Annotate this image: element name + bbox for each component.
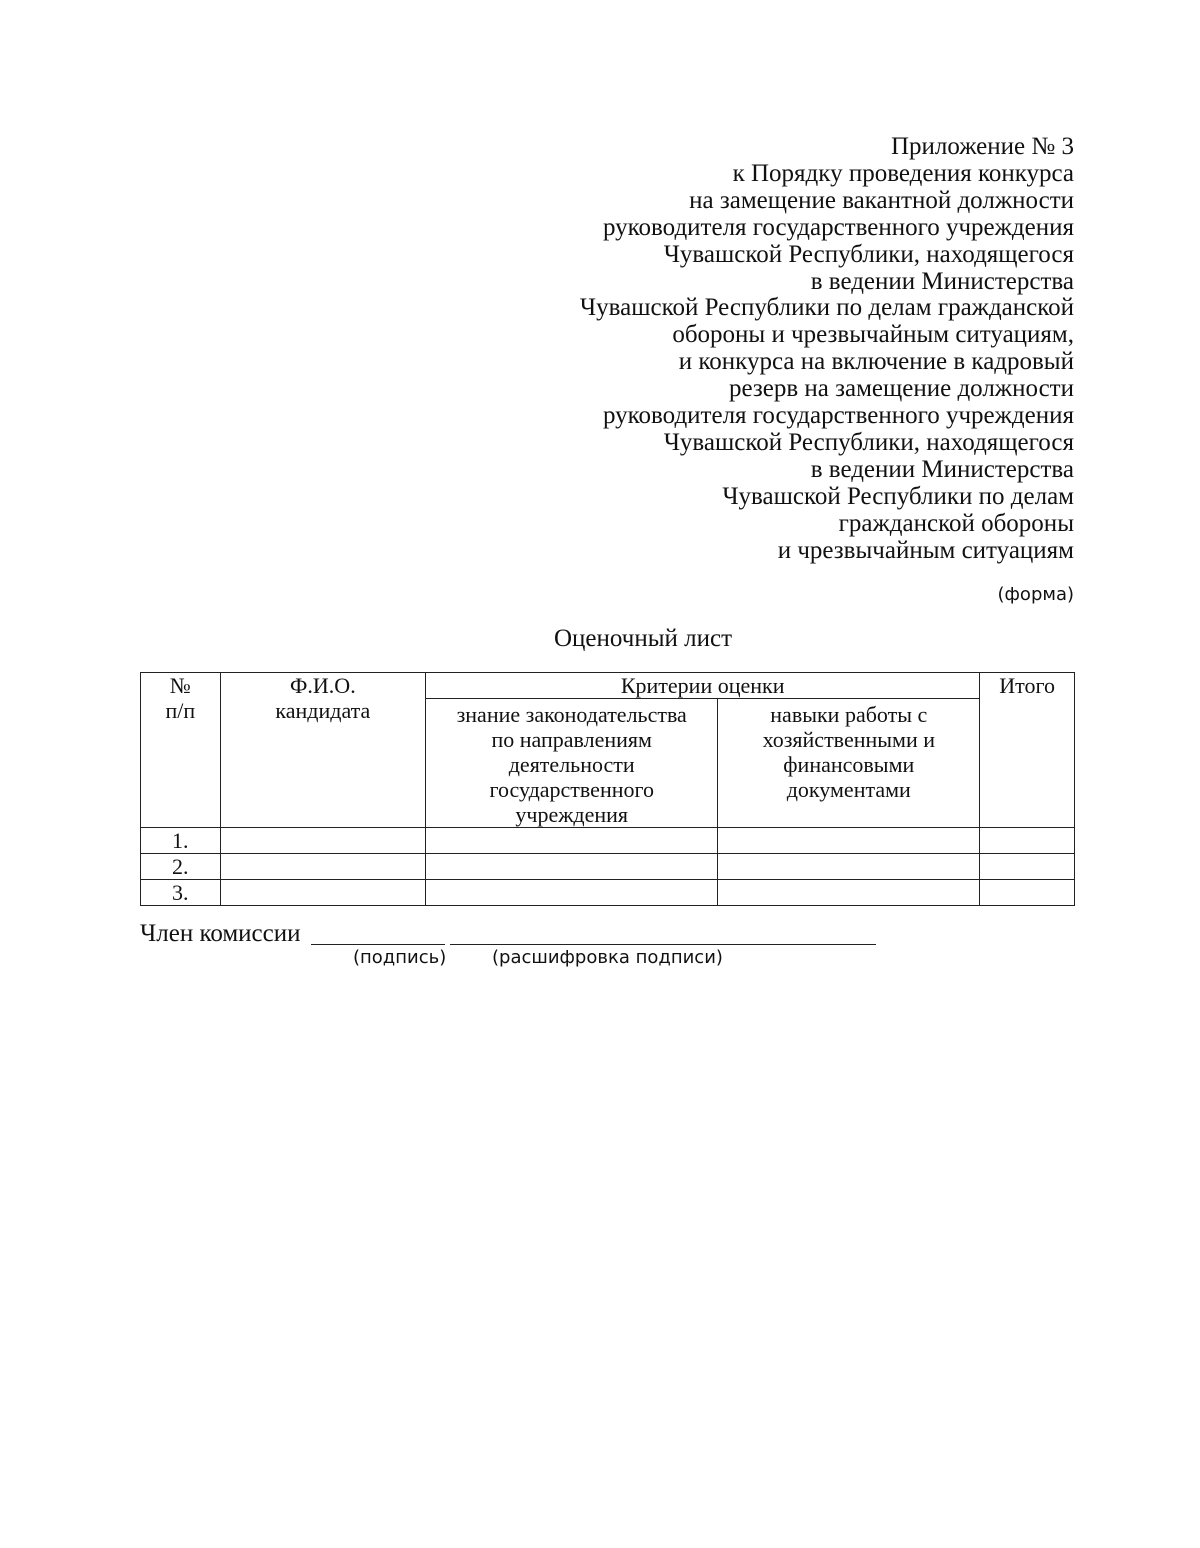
- appendix-line: к Порядку проведения конкурса: [732, 159, 1074, 187]
- criterion-line: государственного: [489, 777, 654, 802]
- table-row: [141, 880, 1075, 906]
- header-criteria: Критерии оценки: [426, 673, 980, 699]
- appendix-line: в ведении Министерства: [810, 267, 1074, 295]
- appendix-line: и чрезвычайным ситуациям: [777, 536, 1074, 564]
- criterion-line: финансовыми: [783, 752, 915, 777]
- appendix-line: на замещение вакантной должности: [689, 186, 1074, 214]
- signature-decoding-caption: (расшифровка подписи): [492, 947, 723, 968]
- signature-line[interactable]: [311, 944, 445, 945]
- appendix-line: Чувашской Республики, находящегося: [663, 240, 1074, 268]
- header-number-line: п/п: [165, 698, 196, 723]
- cell-criterion-law[interactable]: [426, 880, 718, 906]
- signature-decoding-line[interactable]: [450, 944, 876, 945]
- appendix-line: руководителя государственного учреждения: [603, 213, 1074, 241]
- appendix-line: резерв на замещение должности: [728, 375, 1074, 403]
- table-header-row: [141, 673, 1075, 699]
- criterion-line: хозяйственными и: [762, 727, 936, 752]
- cell-criterion-law[interactable]: [426, 828, 718, 854]
- header-fio-line: кандидата: [275, 698, 371, 723]
- appendix-heading: [474, 134, 1074, 565]
- criterion-line: знание законодательства: [456, 702, 687, 727]
- header-number: [141, 673, 221, 828]
- cell-criterion-documents[interactable]: [718, 880, 980, 906]
- row-number: 3.: [141, 880, 221, 906]
- appendix-line: руководителя государственного учреждения: [603, 402, 1074, 430]
- criterion-line: деятельности: [508, 752, 635, 777]
- criterion-line: навыки работы с: [770, 702, 928, 727]
- cell-fio[interactable]: [220, 854, 426, 880]
- cell-fio[interactable]: [220, 828, 426, 854]
- criterion-line: учреждения: [515, 802, 629, 827]
- form-note: (форма): [997, 584, 1074, 605]
- appendix-line: Чувашской Республики по делам гражданской: [579, 294, 1074, 322]
- appendix-line: в ведении Министерства: [810, 455, 1074, 483]
- evaluation-table: [140, 672, 1075, 906]
- criterion-line: по направлениям: [491, 727, 652, 752]
- appendix-line: обороны и чрезвычайным ситуациям,: [672, 321, 1074, 349]
- appendix-line: гражданской обороны: [838, 509, 1074, 537]
- cell-criterion-documents[interactable]: [718, 828, 980, 854]
- table-row: [141, 828, 1075, 854]
- header-total: Итого: [980, 673, 1075, 828]
- header-criterion-documents: [718, 699, 980, 828]
- cell-total[interactable]: [980, 880, 1075, 906]
- header-fio-line: Ф.И.О.: [290, 673, 356, 698]
- header-number-line: №: [169, 673, 191, 698]
- header-fio: [220, 673, 426, 828]
- appendix-line: Чувашской Республики, находящегося: [663, 428, 1074, 456]
- signature-caption: (подпись): [353, 947, 447, 968]
- cell-total[interactable]: [980, 828, 1075, 854]
- criterion-line: документами: [786, 777, 911, 802]
- cell-fio[interactable]: [220, 880, 426, 906]
- row-number: 2.: [141, 854, 221, 880]
- row-number: 1.: [141, 828, 221, 854]
- appendix-line: Чувашской Республики по делам: [722, 482, 1074, 510]
- cell-criterion-documents[interactable]: [718, 854, 980, 880]
- page-title: Оценочный лист: [553, 625, 732, 652]
- header-criterion-law: [426, 699, 718, 828]
- appendix-line: Приложение № 3: [890, 133, 1074, 160]
- commission-member-label: Член комиссии: [140, 920, 301, 947]
- table-row: [141, 854, 1075, 880]
- cell-total[interactable]: [980, 854, 1075, 880]
- appendix-line: и конкурса на включение в кадровый: [678, 348, 1074, 376]
- cell-criterion-law[interactable]: [426, 854, 718, 880]
